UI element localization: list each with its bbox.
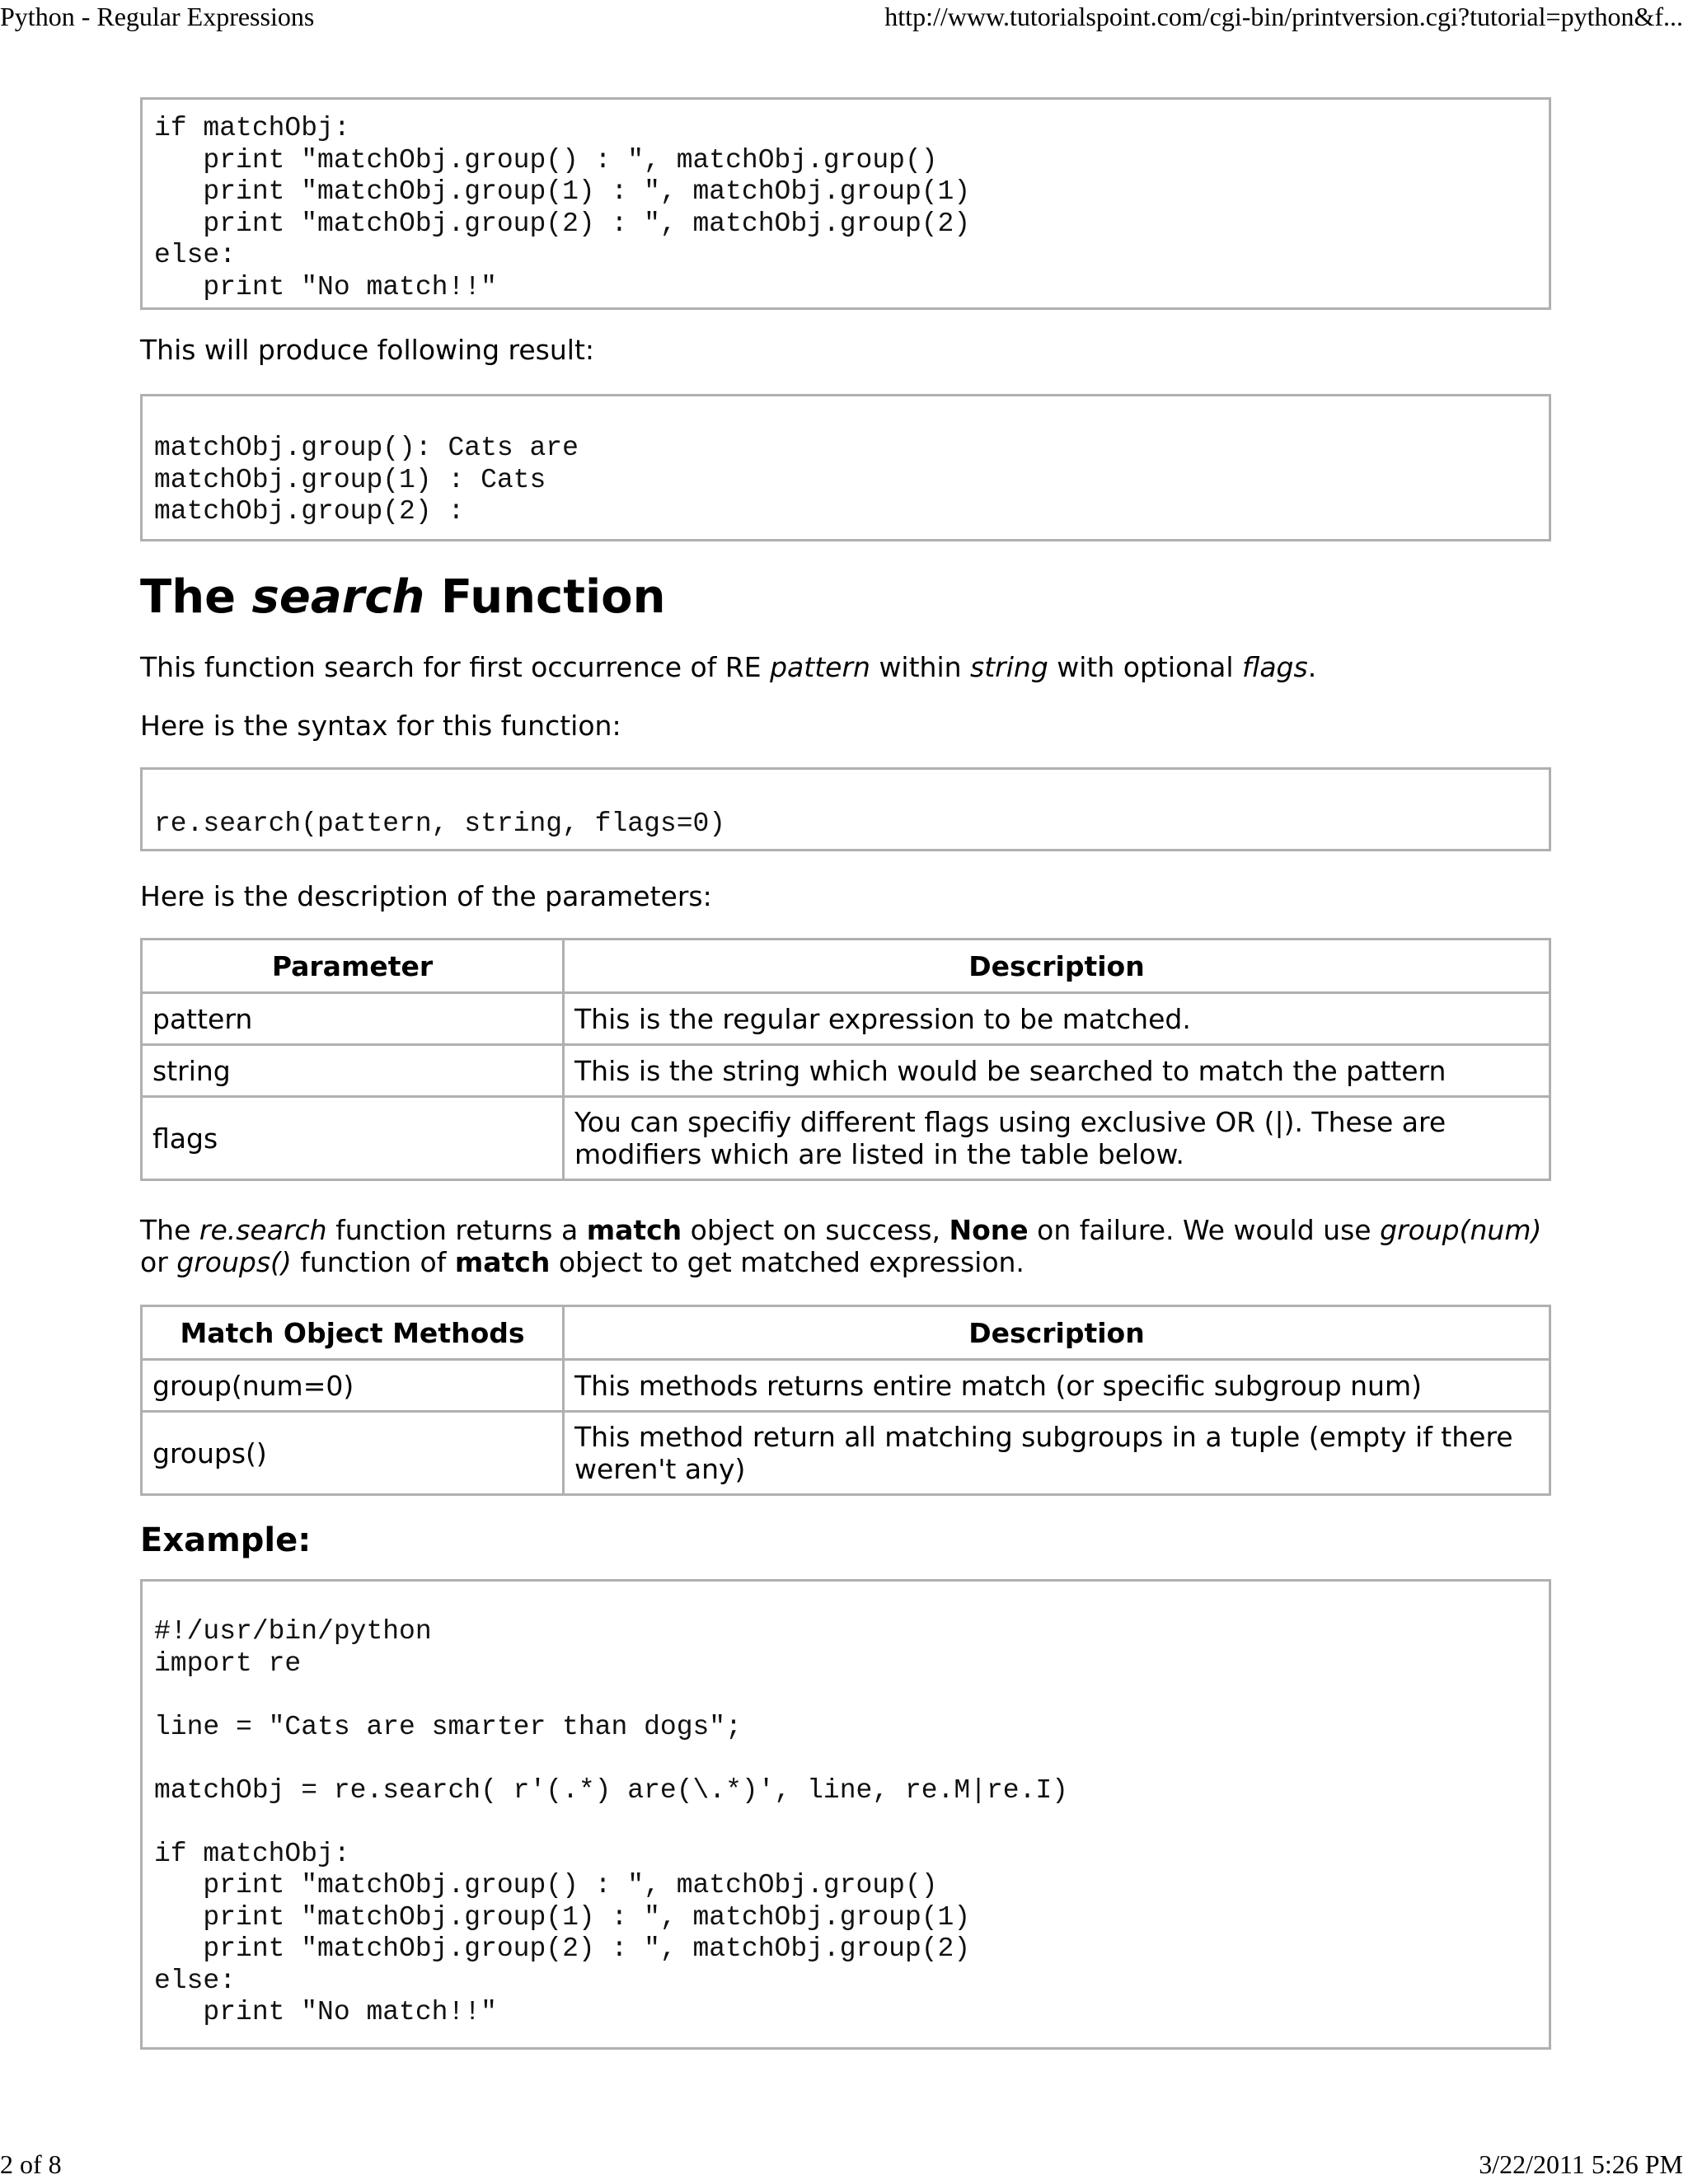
table-cell: This method return all matching subgroups in a tuple (empty if there weren't any): [564, 1412, 1550, 1495]
table-cell: string: [142, 1045, 564, 1097]
print-footer: [0, 2148, 1688, 2181]
section-title: The search Function: [140, 570, 666, 624]
table-cell: pattern: [142, 993, 564, 1045]
page-number: 2 of 8: [0, 2149, 62, 2179]
table-row: [142, 1412, 1550, 1495]
code-block-previous: if matchObj: print "matchObj.group() : ", matchObj.group() print "matchObj.group(1) : ", matchObj.group(1) print "matchObj.group(2) : ", matchObj.group(2) else: print "No match!!": [140, 97, 1551, 310]
syntax-intro: Here is the syntax for this function:: [140, 710, 621, 742]
table-row: [142, 993, 1550, 1045]
table-cell: groups(): [142, 1412, 564, 1495]
table-row: [142, 1045, 1550, 1097]
return-description: The re.search function returns a match object on success, None on failure. We would use group(num) or groups() function of match object to get matched expression.: [140, 1214, 1542, 1278]
page-title: Python - Regular Expressions: [0, 2, 315, 31]
table-row: [142, 1360, 1550, 1412]
code-block-syntax: re.search(pattern, string, flags=0): [140, 767, 1551, 851]
table-header: Match Object Methods: [142, 1306, 564, 1360]
match-methods-table: [140, 1305, 1551, 1496]
print-header: [0, 0, 1688, 33]
table-cell: This methods returns entire match (or specific subgroup num): [564, 1360, 1550, 1412]
table-header: Description: [564, 1306, 1550, 1360]
page-url[interactable]: http://www.tutorialspoint.com/cgi-bin/printversion.cgi?tutorial=python&f...: [884, 2, 1683, 31]
table-cell: group(num=0): [142, 1360, 564, 1412]
table-row: [142, 1097, 1550, 1180]
table-header-row: [142, 940, 1550, 993]
function-description: This function search for first occurrence of RE pattern within string with optional flags.: [140, 651, 1317, 683]
example-heading: Example:: [140, 1521, 312, 1559]
code-block-example: #!/usr/bin/python import re line = "Cats are smarter than dogs"; matchObj = re.search( r'(.*) are(\.*)', line, re.M|re.I) if matchObj: print "matchObj.group() : ", matchObj.group() print "matchObj.group(1) : ", matchObj.group(1) print "matchObj.group(2) : ", matchObj.group(2) else: print "No match!!": [140, 1579, 1551, 2050]
table-header: Description: [564, 940, 1550, 993]
parameters-table: [140, 938, 1551, 1181]
table-cell: flags: [142, 1097, 564, 1180]
code-block-result: matchObj.group(): Cats are matchObj.group(1) : Cats matchObj.group(2) :: [140, 394, 1551, 541]
params-intro: Here is the description of the parameters:: [140, 880, 712, 912]
print-datetime: 3/22/2011 5:26 PM: [1479, 2149, 1683, 2179]
table-header: Parameter: [142, 940, 564, 993]
table-cell: You can specifiy different flags using exclusive OR (|). These are modifiers which are listed in the table below.: [564, 1097, 1550, 1180]
table-header-row: [142, 1306, 1550, 1360]
table-cell: This is the regular expression to be matched.: [564, 993, 1550, 1045]
table-cell: This is the string which would be searched to match the pattern: [564, 1045, 1550, 1097]
result-intro: This will produce following result:: [140, 334, 595, 366]
